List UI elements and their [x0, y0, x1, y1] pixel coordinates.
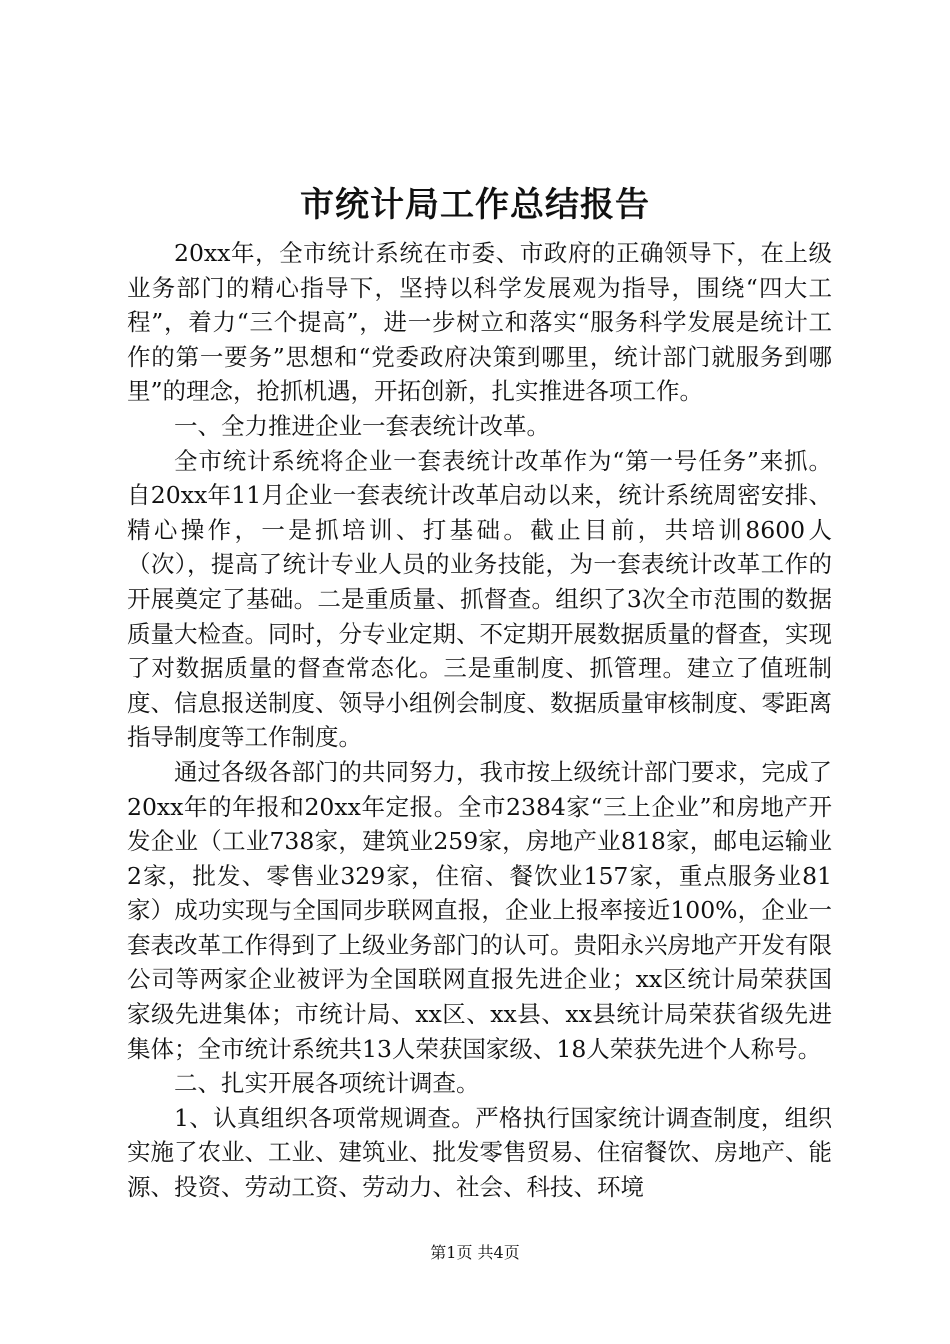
- document-title: 市统计局工作总结报告: [300, 185, 650, 225]
- paragraph-results: 通过各级各部门的共同努力，我市按上级统计部门要求，完成了20xx年的年报和20xx年定报。全市2384家“三上企业”和房地产开发企业（工业738家，建筑业259家，房地产业818家，邮电运输业2家，批发、零售业329家，住宿、餐饮业157家，重点服务业81家）成功实现与全国同步联网直报，企业上报率接近100%，企业一套表改革工作得到了上级业务部门的认可。贵阳永兴房地产开发有限公司等两家企业被评为全国联网直报先进企业；xx区统计局荣获国家级先进集体；市统计局、xx区、xx县、xx县统计局荣获省级先进集体；全市统计系统共13人荣获国家级、18人荣获先进个人称号。: [127, 757, 832, 1063]
- paragraph-intro: 20xx年，全市统计系统在市委、市政府的正确领导下，在上级业务部门的精心指导下，坚持以科学发展观为指导，围绕“四大工程”，着力“三个提高”，进一步树立和落实“服务科学发展是统计工作的第一要务”思想和“党委政府决策到哪里，统计部门就服务到哪里”的理念，抢抓机遇，开拓创新，扎实推进各项工作。: [127, 239, 832, 406]
- section-heading-1: 一、全力推进企业一套表统计改革。: [174, 411, 550, 440]
- document-body: [127, 236, 832, 1205]
- paragraph-reform: 全市统计系统将企业一套表统计改革作为“第一号任务”来抓。自20xx年11月企业一套表统计改革启动以来，统计系统周密安排、精心操作，一是抓培训、打基础。截止目前，共培训8600人（次），提高了统计专业人员的业务技能，为一套表统计改革工作的开展奠定了基础。二是重质量、抓督查。组织了3次全市范围的数据质量大检查。同时，分专业定期、不定期开展数据质量的督查，实现了对数据质量的督查常态化。三是重制度、抓管理。建立了值班制度、信息报送制度、领导小组例会制度、数据质量审核制度、零距离指导制度等工作制度。: [127, 446, 832, 752]
- paragraph-surveys: 1、认真组织各项常规调查。严格执行国家统计调查制度，组织实施了农业、工业、建筑业、批发零售贸易、住宿餐饮、房地产、能源、投资、劳动工资、劳动力、社会、科技、环境: [127, 1103, 832, 1202]
- section-heading-2: 二、扎实开展各项统计调查。: [174, 1069, 480, 1098]
- page-footer: 第1页 共4页: [430, 1243, 520, 1262]
